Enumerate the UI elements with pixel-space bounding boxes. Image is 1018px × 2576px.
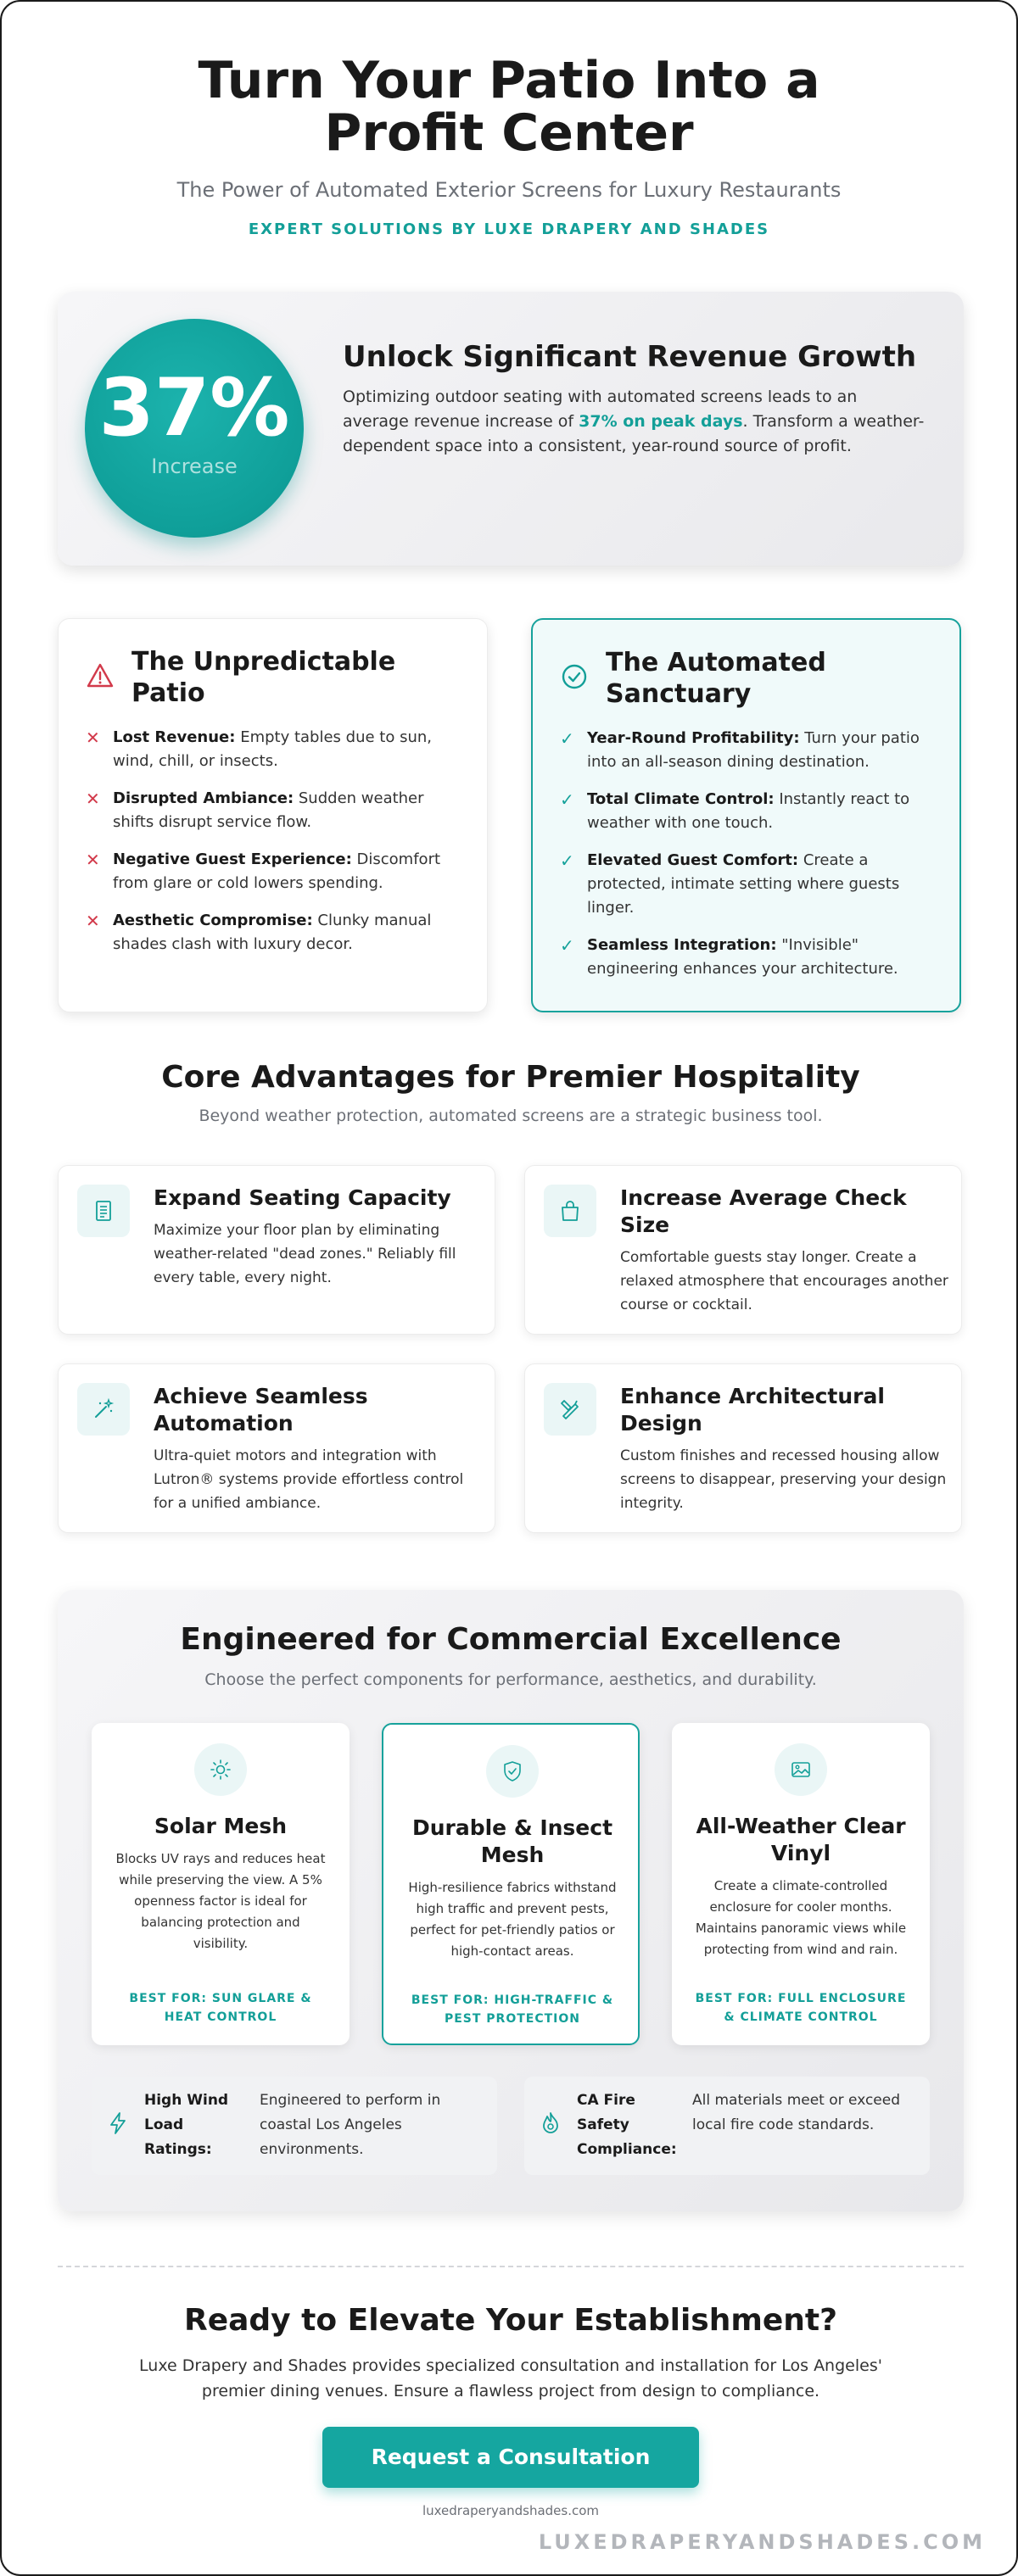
check-circle-icon: [560, 662, 589, 691]
hero-heading: Unlock Significant Revenue Growth: [343, 340, 917, 374]
solution-item: ✓ Elevated Guest Comfort: Create a protected, intimate setting where guests linger.: [560, 850, 900, 917]
page-subtitle: The Power of Automated Exterior Screens for Luxury Restaurants: [176, 178, 842, 202]
stat-value: 37%: [98, 362, 290, 454]
solution-title: The Automated Sanctuary: [606, 648, 826, 709]
header: [2, 2, 1016, 238]
feature-label: CA Fire Safety Compliance:: [577, 2092, 677, 2158]
advantage-title: Expand Seating Capacity: [154, 1185, 451, 1210]
stat-label: Increase: [151, 454, 238, 478]
check-mark-icon: ✓: [560, 850, 574, 871]
lightning-icon: [105, 2110, 131, 2136]
advantage-card-check-size: [524, 1165, 962, 1335]
image-icon: [775, 1743, 827, 1796]
solution-item: ✓ Seamless Integration: "Invisible" engineering enhances your architecture.: [560, 935, 898, 978]
problem-card: [58, 618, 488, 1012]
product-best-for: BEST FOR: SUN GLARE & HEAT CONTROL: [129, 1992, 312, 2024]
cta-text: Luxe Drapery and Shades provides specialized consultation and installation for Los Angeles' premier dining venues. Ensure a flawless project from design to compliance.: [139, 2356, 882, 2400]
problem-item: ✕ Lost Revenue: Empty tables due to sun, wind, chill, or insects.: [86, 728, 432, 770]
advantage-text: Custom finishes and recessed housing allow screens to disappear, preserving your design integrity.: [620, 1447, 947, 1512]
advantage-card-seating: [58, 1165, 495, 1335]
product-title: Solar Mesh: [154, 1814, 288, 1838]
watermark: LUXEDRAPERYANDSHADES.COM: [538, 2530, 986, 2554]
engineered-subtitle: Choose the perfect components for performance, aesthetics, and durability.: [204, 1670, 817, 1689]
solution-item: ✓ Total Climate Control: Instantly react to weather with one touch.: [560, 789, 910, 832]
product-card-insect-mesh: [382, 1723, 640, 2045]
problem-item: ✕ Disrupted Ambiance: Sudden weather shifts disrupt service flow.: [86, 789, 424, 831]
advantages-subtitle: Beyond weather protection, automated screens are a strategic business tool.: [199, 1107, 823, 1125]
section-divider: [58, 2266, 964, 2267]
advantage-text: Comfortable guests stay longer. Create a relaxed atmosphere that encourages another course or cocktail.: [620, 1249, 948, 1313]
shield-check-icon: [486, 1745, 539, 1798]
advantage-title: Achieve Seamless Automation: [154, 1384, 368, 1436]
engineered-title: Engineered for Commercial Excellence: [180, 1622, 842, 1657]
hero-text-after: . Transform a weather-dependent space into a consistent, year-round source of profit.: [343, 412, 925, 455]
problem-title: The Unpredictable Patio: [131, 647, 396, 708]
product-best-for: BEST FOR: HIGH-TRAFFIC & PEST PROTECTION: [411, 1993, 614, 2026]
feature-text: All materials meet or exceed local fire code standards.: [692, 2092, 901, 2133]
product-card-clear-vinyl: [672, 1723, 930, 2045]
product-text: Blocks UV rays and reduces heat while preserving the view. A 5% openness factor is ideal for balancing protection and visibility.: [115, 1851, 326, 1951]
solution-item: ✓ Year-Round Profitability: Turn your patio into an all-season dining destination.: [560, 728, 920, 771]
product-text: High-resilience fabrics withstand high traffic and prevent pests, perfect for pet-friendly patios or high-contact areas.: [408, 1880, 617, 1959]
x-mark-icon: ✕: [86, 911, 100, 931]
feature-text: Engineered to perform in coastal Los Angeles environments.: [260, 2092, 441, 2158]
x-mark-icon: ✕: [86, 789, 100, 809]
check-mark-icon: ✓: [560, 789, 574, 810]
revenue-hero-card: [58, 292, 964, 566]
advantage-text: Ultra-quiet motors and integration with Lutron® systems provide effortless control for a unified ambiance.: [154, 1447, 464, 1512]
product-title: Durable & Insect Mesh: [411, 1815, 613, 1867]
product-card-solar-mesh: [92, 1723, 350, 2045]
stat-circle: [85, 319, 304, 538]
tagline: EXPERT SOLUTIONS BY LUXE DRAPERY AND SHADES: [248, 220, 770, 238]
advantage-card-design: [524, 1363, 962, 1533]
x-mark-icon: ✕: [86, 728, 100, 748]
request-consultation-button[interactable]: Request a Consultation: [322, 2427, 699, 2488]
advantages-heading: [2, 1060, 1018, 1125]
cta-title: Ready to Elevate Your Establishment?: [183, 2303, 838, 2338]
solution-card: [531, 618, 961, 1012]
page-title: Turn Your Patio Into a Profit Center: [198, 51, 820, 163]
hero-text-before: Optimizing outdoor seating with automated screens leads to an average revenue increase of: [343, 388, 858, 431]
solution-list: [560, 727, 942, 995]
check-mark-icon: ✓: [560, 728, 574, 749]
problem-item: ✕ Aesthetic Compromise: Clunky manual shades clash with luxury decor.: [86, 911, 432, 953]
product-best-for: BEST FOR: FULL ENCLOSURE & CLIMATE CONTROL: [695, 1992, 907, 2024]
engineered-section: [58, 1590, 964, 2211]
shopping-bag-icon: [544, 1185, 596, 1237]
feature-fire-safety: [524, 2077, 930, 2175]
advantage-title: Increase Average Check Size: [620, 1185, 907, 1237]
feature-label: High Wind Load Ratings:: [144, 2092, 229, 2158]
feature-wind-load: [92, 2077, 497, 2175]
problem-list: [86, 726, 467, 970]
hero-text: [343, 385, 928, 459]
cta-section: [2, 2303, 1018, 2404]
advantage-card-automation: [58, 1363, 495, 1533]
product-title: All-Weather Clear Vinyl: [696, 1814, 906, 1865]
product-text: Create a climate-controlled enclosure for cooler months. Maintains panoramic views while protecting from wind and rain.: [695, 1878, 907, 1957]
advantage-title: Enhance Architectural Design: [620, 1384, 885, 1436]
website-url[interactable]: luxedraperyandshades.com: [422, 2503, 600, 2518]
magic-wand-icon: [77, 1383, 130, 1436]
advantage-text: Maximize your floor plan by eliminating weather-related "dead zones." Reliably fill every table, every night.: [154, 1222, 456, 1286]
hero-highlight: 37% on peak days: [579, 412, 743, 431]
problem-item: ✕ Negative Guest Experience: Discomfort from glare or cold lowers spending.: [86, 850, 441, 892]
advantages-title: Core Advantages for Premier Hospitality: [161, 1060, 860, 1095]
flame-icon: [538, 2110, 563, 2136]
warning-icon: [86, 661, 115, 690]
x-mark-icon: ✕: [86, 850, 100, 870]
check-mark-icon: ✓: [560, 935, 574, 956]
design-tools-icon: [544, 1383, 596, 1436]
sun-icon: [194, 1743, 247, 1796]
receipt-icon: [77, 1185, 130, 1237]
